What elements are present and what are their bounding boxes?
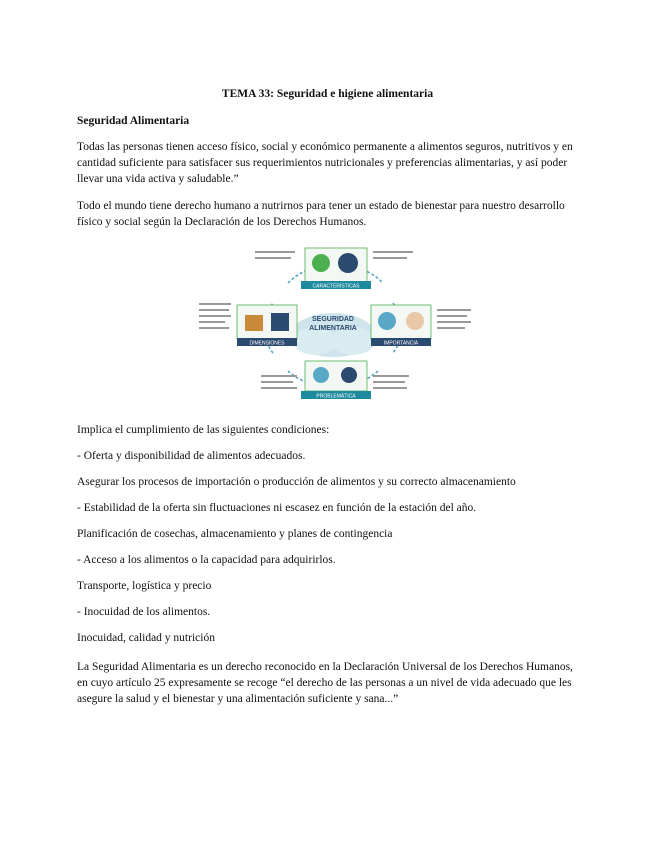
crate-icon: [245, 315, 263, 331]
rights-paragraph: Todo el mundo tiene derecho humano a nutrirnos para tener un estado de bienestar para nuestro desarrollo físico y social según la Declaración de los Derechos Humanos.: [77, 200, 565, 228]
characteristics-block: [301, 248, 371, 290]
seal-icon: [312, 254, 330, 272]
bottom-banner: PROBLEMÁTICA: [316, 393, 356, 400]
left-banner: DIMENSIONES: [249, 340, 285, 347]
condition-line: - Estabilidad de la oferta sin fluctuaciones ni escasez en función de la estación del año.: [77, 502, 477, 514]
center-label-2: ALIMENTARIA: [309, 325, 357, 332]
condition-line: - Oferta y disponibilidad de alimentos adecuados.: [77, 450, 306, 462]
problem-block: [301, 361, 371, 400]
condition-detail: Transporte, logística y precio: [77, 580, 212, 592]
food-security-infographic: [193, 243, 477, 403]
calendar-icon: [271, 313, 289, 331]
worker-icon: [341, 367, 357, 383]
right-banner: IMPORTANCIA: [383, 340, 419, 347]
importance-block: [371, 305, 431, 347]
person-icon: [406, 312, 424, 330]
infographic-svg: [193, 243, 477, 403]
bowl-icon: [378, 312, 396, 330]
top-banner: CARACTERÍSTICAS: [312, 283, 360, 290]
people-icon: [338, 253, 358, 273]
section-heading: Seguridad Alimentaria: [77, 115, 190, 127]
condition-detail: Asegurar los procesos de importación o producción de alimentos y su correcto almacenamiento: [77, 476, 516, 488]
condition-detail: Planificación de cosechas, almacenamiento y planes de contingencia: [77, 528, 393, 540]
center-label-1: SEGURIDAD: [311, 316, 355, 323]
sad-person-icon: [313, 367, 329, 383]
closing-paragraph: La Seguridad Alimentaria es un derecho reconocido en la Declaración Universal de los Derechos Humanos, en cuyo artículo 25 expresamente se recoge “el derecho de las personas a un nivel de vida adecuado que les asegure la salud y el bienestar y una alimentación suficiente y sana...”: [77, 661, 573, 705]
conditions-intro: Implica el cumplimiento de las siguientes condiciones:: [77, 424, 330, 436]
document-title: TEMA 33: Seguridad e higiene alimentaria: [221, 88, 434, 100]
condition-detail: Inocuidad, calidad y nutrición: [77, 632, 215, 644]
intro-paragraph: Todas las personas tienen acceso físico, social y económico permanente a alimentos seguros, nutritivos y en cantidad suficiente para satisfacer sus requerimientos nutricionales y preferencias alimentarias, y así poder llevar una vida activa y saludable.”: [77, 141, 573, 185]
dimensions-block: [237, 305, 297, 347]
condition-line: - Acceso a los alimentos o la capacidad para adquirirlos.: [77, 554, 336, 566]
condition-line: - Inocuidad de los alimentos.: [77, 606, 211, 618]
